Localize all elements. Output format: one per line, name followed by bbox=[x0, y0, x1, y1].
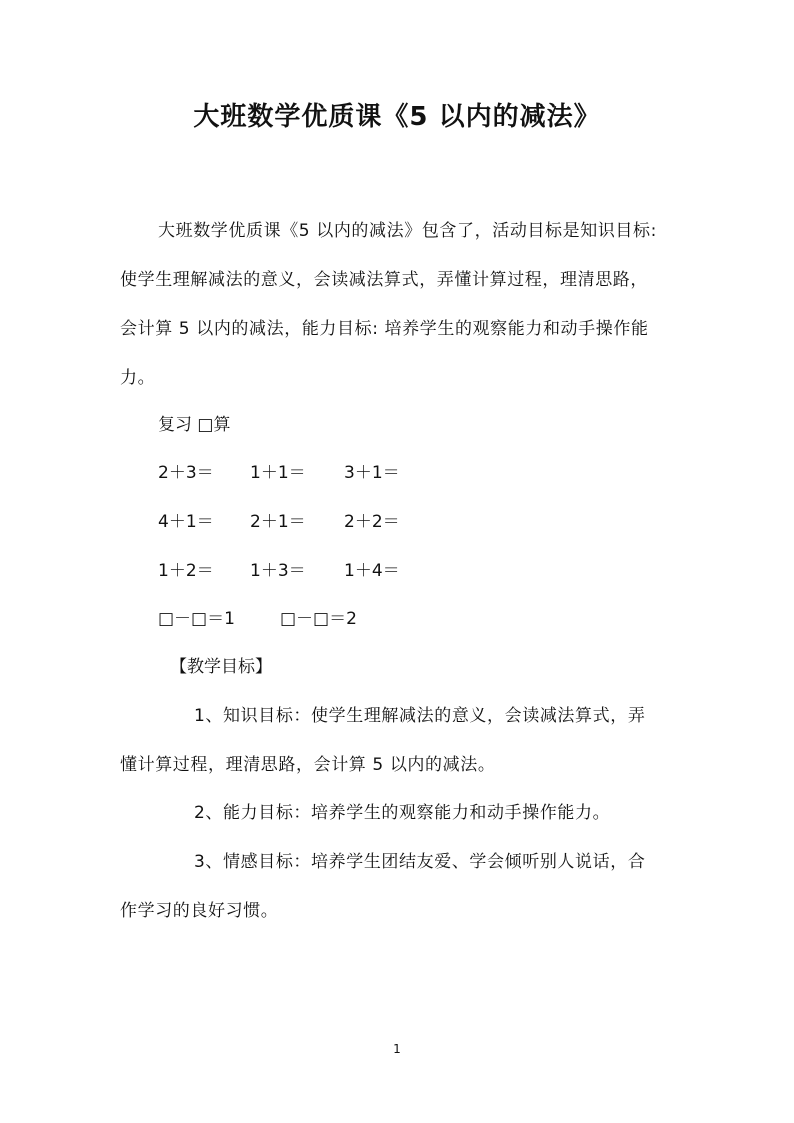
goal-1-line-2: 懂计算过程，理清思路，会计算 5 以内的减法。 bbox=[120, 755, 496, 775]
equation: 2＋2＝ bbox=[344, 512, 400, 532]
intro-line-3: 会计算 5 以内的减法，能力目标: 培养学生的观察能力和动手操作能 bbox=[120, 319, 649, 339]
equation: 1＋1＝ bbox=[250, 463, 306, 483]
intro-line-4: 力。 bbox=[120, 368, 156, 388]
goal-2: 2、能力目标：培养学生的观察能力和动手操作能力。 bbox=[194, 803, 611, 823]
equation: 4＋1＝ bbox=[158, 512, 214, 532]
blank-equation: □－□＝2 bbox=[280, 609, 357, 629]
equation: 3＋1＝ bbox=[344, 463, 400, 483]
review-heading: 复习 □算 bbox=[158, 415, 231, 435]
equation: 1＋3＝ bbox=[250, 561, 306, 581]
equation: 2＋3＝ bbox=[158, 463, 214, 483]
intro-line-1: 大班数学优质课《5 以内的减法》包含了，活动目标是知识目标: bbox=[158, 221, 657, 241]
page-title: 大班数学优质课《5 以内的减法》 bbox=[193, 102, 601, 132]
goal-1-line-1: 1、知识目标：使学生理解减法的意义，会读减法算式，弄 bbox=[194, 706, 646, 726]
goal-3-line-1: 3、情感目标：培养学生团结友爱、学会倾听别人说话，合 bbox=[194, 852, 646, 872]
goal-3-line-2: 作学习的良好习惯。 bbox=[120, 901, 279, 921]
page-number: 1 bbox=[393, 1042, 401, 1056]
equation: 1＋4＝ bbox=[344, 561, 400, 581]
equation: 2＋1＝ bbox=[250, 512, 306, 532]
equation: 1＋2＝ bbox=[158, 561, 214, 581]
blank-equation: □－□＝1 bbox=[158, 609, 235, 629]
goals-heading: 【教学目标】 bbox=[170, 657, 272, 677]
intro-line-2: 使学生理解减法的意义，会读减法算式，弄懂计算过程，理清思路， bbox=[120, 270, 648, 290]
